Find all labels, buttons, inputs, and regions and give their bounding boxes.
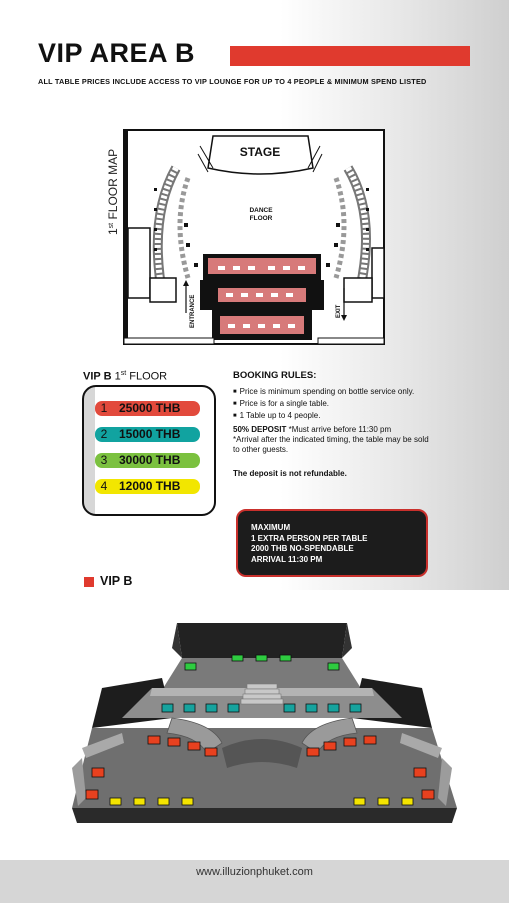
legend-row-3 — [95, 453, 200, 468]
legend-row-2 — [95, 427, 200, 442]
legend-number: 1 — [100, 401, 108, 415]
legend-price: 12000 THB — [119, 479, 181, 493]
legend-number: 4 — [100, 479, 108, 493]
refund-note: The deposit is not refundable. — [233, 469, 347, 478]
dance-floor-label-2: FLOOR — [249, 215, 273, 222]
page-subtitle: ALL TABLE PRICES INCLUDE ACCESS TO VIP LOUNGE FOR UP TO 4 PEOPLE & MINIMUM SPEND LISTED — [38, 77, 427, 86]
stage-label: STAGE — [239, 145, 281, 159]
back-wall — [177, 623, 347, 658]
entrance-label: ENTRANCE — [190, 294, 196, 328]
footer-url[interactable]: www.illuzionphuket.com — [196, 866, 313, 878]
rule-item: ■ Price is for a single table. — [233, 399, 329, 408]
first-floor-map — [108, 128, 386, 346]
rule-item: ■ 1 Table up to 4 people. — [233, 411, 320, 420]
booking-rules-title: BOOKING RULES: — [233, 370, 317, 381]
rule-item: ■ Price is minimum spending on bottle service only. — [233, 387, 414, 396]
title-accent-bar — [230, 46, 470, 66]
page-title: VIP AREA B — [38, 38, 196, 68]
legend-price: 15000 THB — [119, 427, 181, 441]
legend-number: 3 — [100, 453, 108, 467]
legend-price: 25000 THB — [119, 401, 181, 415]
maximum-info-box — [236, 509, 428, 577]
svg-text:1st FLOOR MAP: 1st FLOOR MAP — [106, 148, 120, 235]
vip-b-label: VIP B — [100, 574, 133, 588]
maximum-line: 2000 THB NO-SPENDABLE — [251, 544, 354, 553]
vip-b-block — [200, 254, 324, 340]
legend-title: VIP B 1st FLOOR — [83, 370, 168, 383]
price-legend — [82, 385, 216, 516]
maximum-line: MAXIMUM — [251, 523, 291, 532]
maximum-line: 1 EXTRA PERSON PER TABLE — [251, 533, 368, 543]
vip-b-marker — [84, 577, 94, 587]
legend-price: 30000 THB — [119, 453, 181, 467]
maximum-line: ARRIVAL 11:30 PM — [251, 554, 323, 564]
dance-floor-label-1: DANCE — [249, 207, 273, 214]
vip-b-3d-render — [62, 618, 462, 833]
legend-number: 2 — [100, 427, 108, 441]
exit-label: EXIT — [336, 304, 342, 318]
legend-row-1 — [95, 401, 200, 416]
legend-row-4 — [95, 479, 200, 494]
deposit-note: 50% DEPOSIT *Must arrive before 11:30 pm *Arrival after the indicated timing, the table may be sold to other guests. — [233, 425, 429, 454]
